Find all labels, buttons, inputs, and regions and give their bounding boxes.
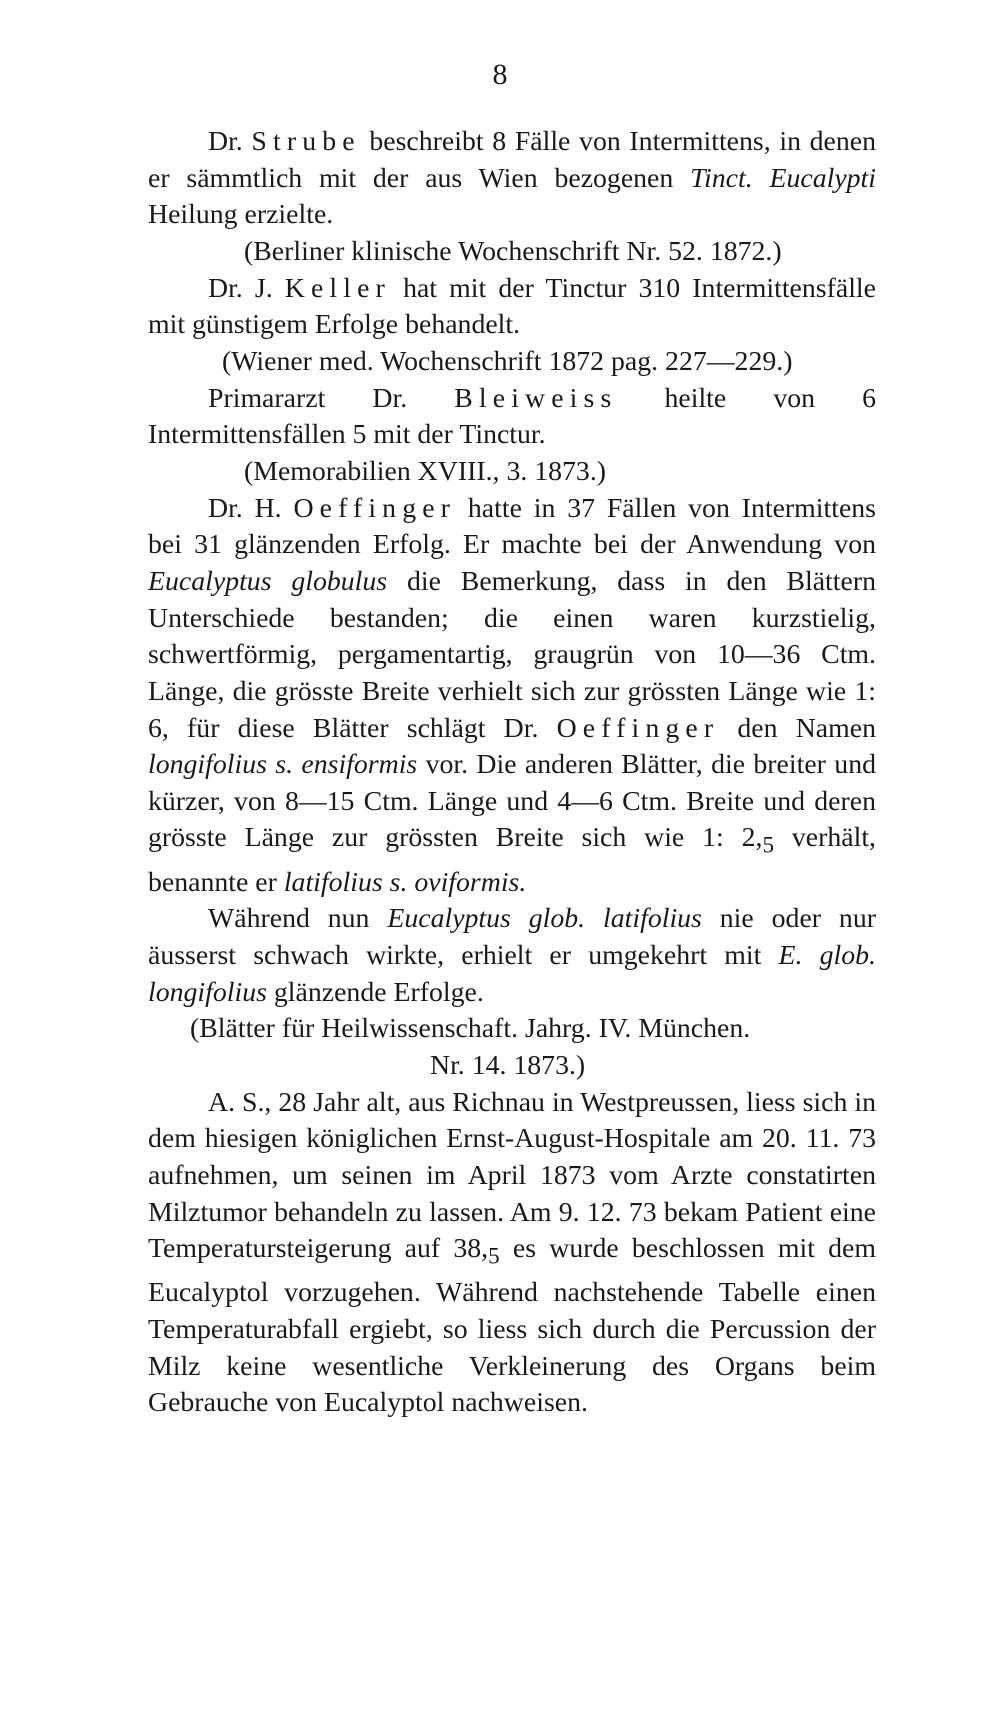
text-run: A. S., 28 Jahr alt, aus Richnau in Westpreussen, liess sich in dem hiesigen königlichen Ernst-August-Hospitale am 20. 11. 73 aufnehmen, um seinen im April 1873 vom Arzte constatirten Milztumor behandeln zu lassen. Am 9. 12. 73 bekam Patient eine Temperatursteigerung auf 38,: [148, 1086, 876, 1265]
page-body: [148, 124, 876, 1422]
subscript: 5: [488, 1243, 500, 1270]
text-run: glänzende Erfolge.: [266, 976, 484, 1008]
author-name: Oeffinger: [293, 492, 457, 524]
text-run: heilte von 6 Intermittensfällen 5 mit der Tinctur.: [148, 382, 876, 451]
text-run: Dr. J.: [208, 272, 285, 304]
latin-term: E. glob. longifolius: [148, 939, 876, 1008]
paragraph-oeffinger: [148, 491, 876, 902]
text-run: verhält, benannte er: [148, 822, 877, 898]
text-run: hatte in 37 Fällen von Intermittens bei 31 glänzenden Erfolg. Er machte bei der Anwendung von: [148, 492, 877, 561]
author-name: Oeffinger: [556, 712, 720, 744]
subscript: 5: [762, 833, 775, 860]
author-name: Keller: [284, 272, 391, 304]
paragraph-strube: [148, 124, 876, 234]
paragraph-case-report: [148, 1085, 876, 1422]
paragraph-bleiweiss: [148, 381, 876, 454]
text-run: den Namen: [719, 712, 876, 744]
latin-term: Eucalyptus glob. latifolius: [387, 903, 702, 935]
text-run: die Bemerkung, dass in den Blättern Unterschiede bestanden; die einen waren kurzstielig, schwertförmig, pergamentartig, graugrün von 10—36 Ctm. Länge, die grösste Breite verhielt sich zur grössten Länge wie 1: 6, für diese Blätter schlägt Dr.: [148, 565, 876, 744]
latin-term: latifolius s. oviformis.: [283, 866, 527, 898]
paragraph-latifolius: [148, 901, 876, 1011]
text-run: vor. Die anderen Blätter, die breiter und kürzer, von 8—15 Ctm. Länge und 4—6 Ctm. Breite und deren grösste Länge zur grössten Breite sich wie 1: 2,: [148, 749, 876, 854]
citation-berliner: (Berliner klinische Wochenschrift Nr. 52. 1872.): [244, 235, 782, 267]
author-name: Bleiweiss: [454, 382, 618, 414]
citation-wiener: (Wiener med. Wochenschrift 1872 pag. 227—229.): [222, 345, 793, 377]
text-run: es wurde beschlossen mit dem Eucalyptol vorzugehen. Während nachstehende Tabelle einen Temperaturabfall ergiebt, so liess sich durch die Percussion der Milz keine wesentliche Verkleinerung des Organs beim Gebrauche von Eucalyptol nachweisen.: [148, 1233, 876, 1419]
latin-term: Eucalyptus globulus: [148, 565, 388, 597]
citation-blaetter: (Blätter für Heilwissenschaft. Jahrg. IV. München.: [190, 1013, 751, 1045]
author-name: Strube: [251, 126, 361, 157]
citation-memorabilien: (Memorabilien XVIII., 3. 1873.): [244, 455, 607, 487]
latin-term: longifolius s. ensiformis: [148, 749, 418, 781]
text-run: beschreibt 8 Fälle von Intermittens, in denen er sämmtlich mit der aus Wien bezogenen: [148, 126, 876, 194]
text-run: Dr. H.: [208, 492, 294, 524]
text-run: nie oder nur äusserst schwach wirkte, erhielt er umgekehrt mit: [148, 903, 876, 971]
text-run: hat mit der Tinctur 310 Intermittensfälle mit günstigem Erfolge behandelt.: [148, 272, 876, 341]
text-run: Heilung erzielte.: [148, 199, 334, 231]
page-number: 8: [492, 58, 508, 91]
paragraph-keller: [148, 271, 876, 344]
text-run: Dr.: [208, 126, 252, 157]
latin-term: Tinct. Eucalypti: [690, 162, 876, 194]
citation-blaetter-issue: Nr. 14. 1873.): [430, 1049, 586, 1081]
text-run: Während nun: [208, 903, 388, 935]
text-run: Primararzt Dr.: [208, 382, 455, 414]
